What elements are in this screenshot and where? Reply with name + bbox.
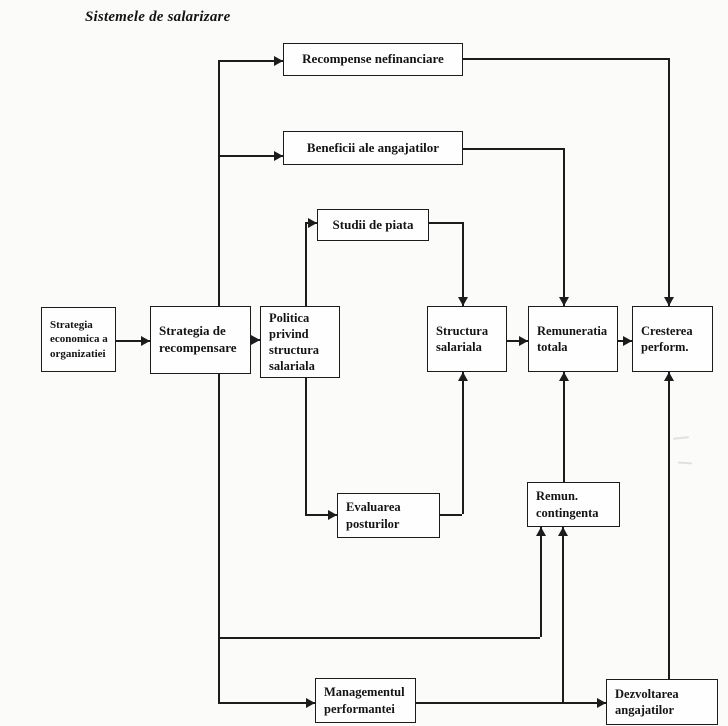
node-recompense-nefinanciare xyxy=(283,43,463,76)
arrowhead-recompensare-to-recompense xyxy=(274,56,283,66)
arrowhead-politica-to-studii xyxy=(308,218,317,228)
arrowhead-recompensare-to-contingenta xyxy=(536,527,546,536)
node-label: Politica privind structura salariala xyxy=(269,310,319,374)
node-label: Dezvoltarea angajatilor xyxy=(615,686,679,717)
node-label: Evaluarea posturilor xyxy=(346,500,401,531)
node-politica-structura-salariala xyxy=(260,306,340,378)
arrowhead-politica-to-evaluarea xyxy=(328,510,337,520)
node-strategia-economica xyxy=(41,307,116,372)
node-label: Structura salariala xyxy=(436,323,489,354)
connector-evaluarea-to-structura xyxy=(440,514,462,516)
node-beneficii-angajatilor xyxy=(283,131,463,165)
arrowhead-remuneratia-to-cresterea xyxy=(623,336,632,346)
node-managementul-performantei xyxy=(315,678,416,723)
arrowhead-recompensare-to-beneficii xyxy=(274,151,283,161)
node-label: Recompense nefinanciare xyxy=(302,51,444,67)
node-label: Remuneratia totala xyxy=(537,323,608,354)
connector-beneficii-to-remuneratia xyxy=(463,148,563,150)
node-label: Remun. contingenta xyxy=(536,489,599,520)
node-dezvoltarea-angajatilor xyxy=(606,679,718,725)
page-title: Sistemele de salarizare xyxy=(85,9,231,25)
node-studii-de-piata xyxy=(317,209,429,241)
node-label: Studii de piata xyxy=(332,216,414,232)
connector-politica-to-studii xyxy=(305,222,307,306)
arrowhead-recompense-to-cresterea xyxy=(664,297,674,306)
node-remuneratia-totala xyxy=(528,306,618,372)
scan-smudge xyxy=(673,436,689,440)
connector-contingenta-to-remuneratia xyxy=(563,372,565,482)
node-label: Strategia economica a organizatiei xyxy=(50,319,108,360)
node-evaluarea-posturilor xyxy=(337,493,440,538)
arrowhead-evaluarea-to-structura xyxy=(458,372,468,381)
arrowhead-recompensare-to-politica xyxy=(251,335,260,345)
connector-politica-to-evaluarea xyxy=(305,378,307,514)
scan-smudge xyxy=(678,462,692,465)
arrowhead-management-to-contingenta xyxy=(558,527,568,536)
arrowhead-contingenta-to-remuneratia xyxy=(559,372,569,381)
arrowhead-dezvoltarea-to-cresterea xyxy=(664,372,674,381)
node-label: Managementul performantei xyxy=(324,685,405,716)
connector-studii-to-structura xyxy=(429,222,462,224)
node-remun-contingenta xyxy=(527,482,620,527)
node-label: Beneficii ale angajatilor xyxy=(306,139,440,155)
node-cresterea-perform xyxy=(632,306,713,372)
arrowhead-recompensare-to-management xyxy=(306,698,315,708)
arrowhead-management-to-dezvoltarea xyxy=(597,698,606,708)
connector-recompense-to-cresterea xyxy=(463,58,668,60)
connector-recompense-to-cresterea xyxy=(668,58,670,306)
connector-recompensare-to-management xyxy=(218,374,220,702)
connector-dezvoltarea-to-cresterea xyxy=(668,372,670,679)
connector-recompensare-to-recompense xyxy=(218,60,220,306)
connector-evaluarea-to-structura xyxy=(462,372,464,514)
node-structura-salariala xyxy=(427,306,507,372)
connector-management-to-dezvoltarea xyxy=(416,702,606,704)
connector-management-to-contingenta xyxy=(562,527,564,702)
arrowhead-beneficii-to-remuneratia xyxy=(559,297,569,306)
connector-recompensare-to-contingenta xyxy=(218,637,540,639)
arrowhead-structura-to-remuneratia xyxy=(519,336,528,346)
node-label: Strategia de recompensare xyxy=(159,323,237,355)
node-strategia-de-recompensare xyxy=(150,306,251,374)
node-label: Cresterea perform. xyxy=(641,323,693,354)
arrowhead-studii-to-structura xyxy=(458,297,468,306)
connector-studii-to-structura xyxy=(462,222,464,306)
connector-beneficii-to-remuneratia xyxy=(563,148,565,306)
connector-recompensare-to-management xyxy=(218,702,315,704)
arrowhead-economica-to-recompensare xyxy=(141,336,150,346)
connector-recompensare-to-contingenta xyxy=(540,527,542,637)
